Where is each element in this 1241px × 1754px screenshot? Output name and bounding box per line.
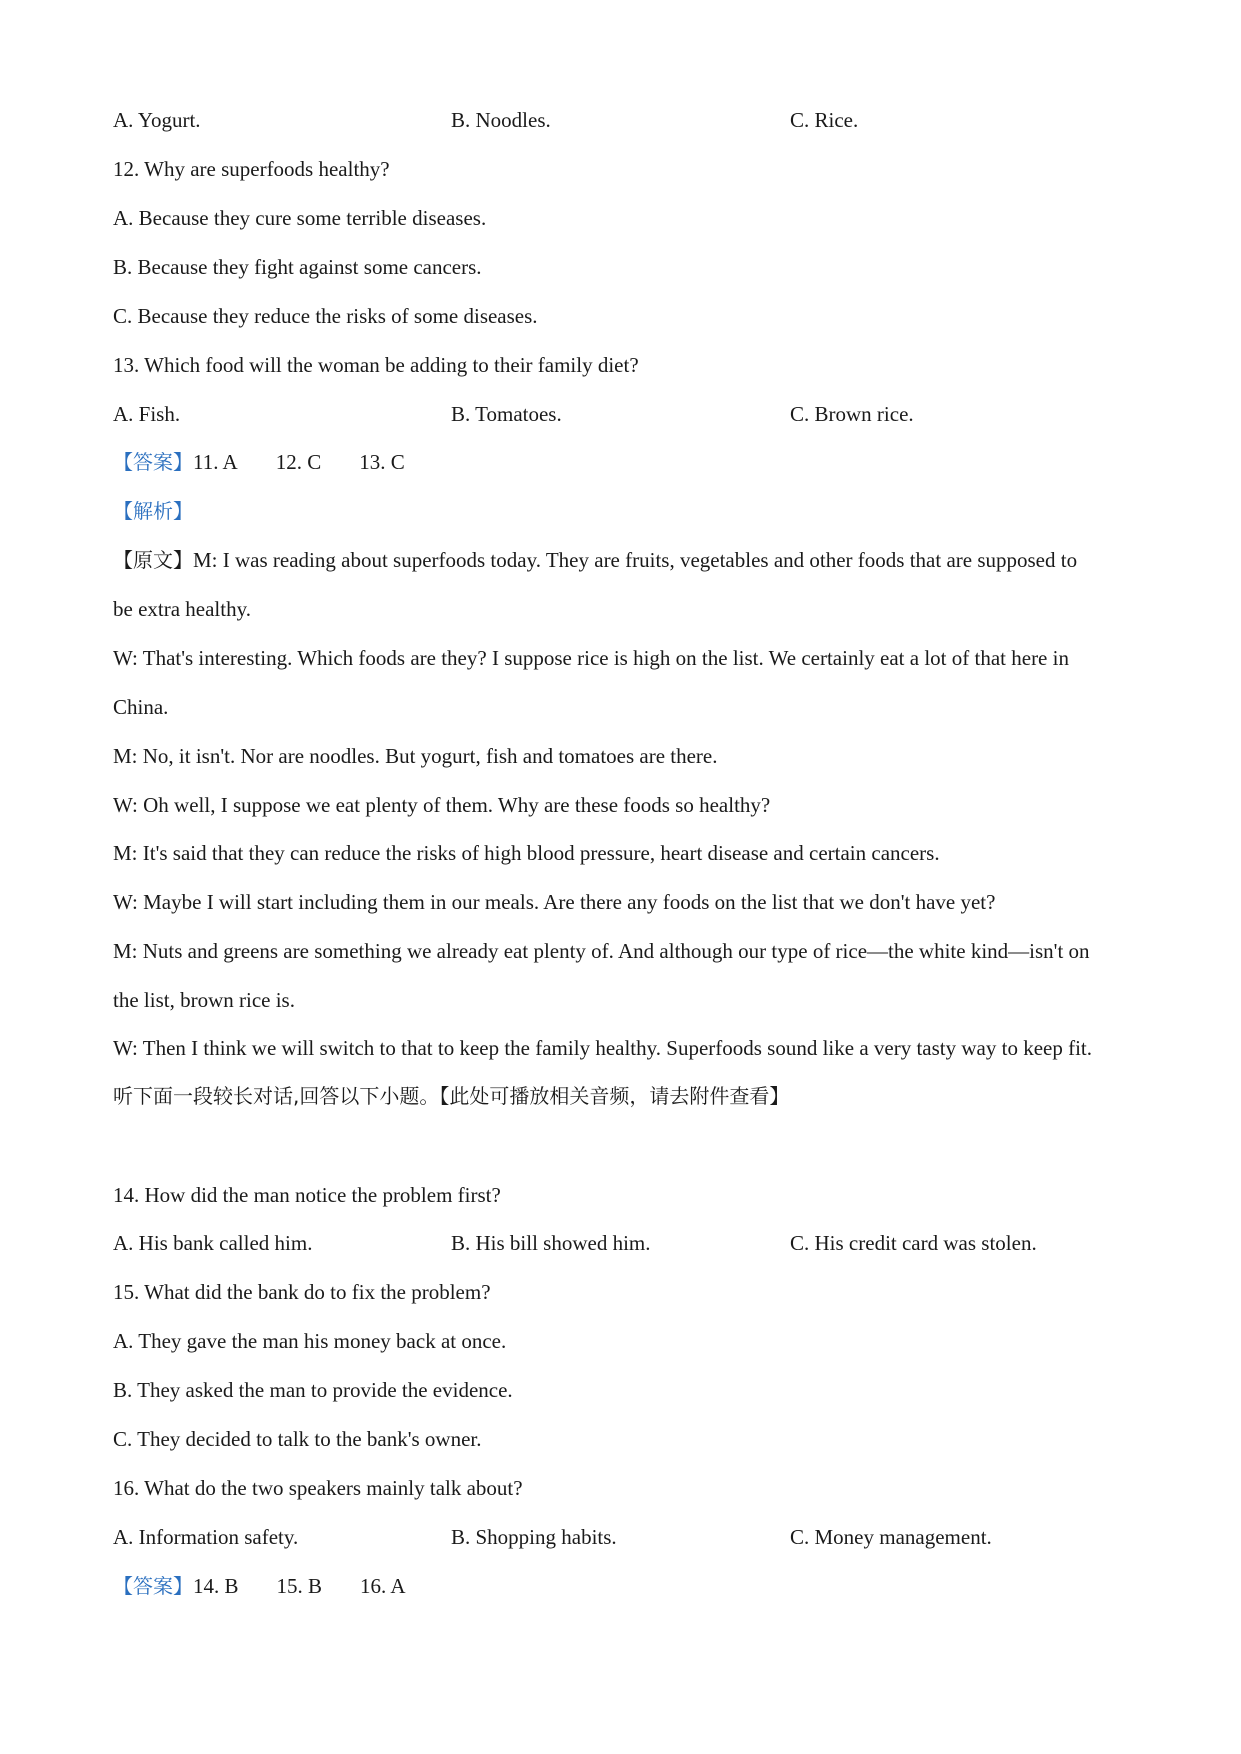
q16-option-b: B. Shopping habits.: [451, 1525, 617, 1549]
answer-item: 13. C: [359, 450, 405, 474]
q11-option-a: A. Yogurt.: [113, 108, 201, 132]
q14-option-c: C. His credit card was stolen.: [790, 1231, 1037, 1255]
q13-option-a: A. Fish.: [113, 402, 181, 426]
q14-option-a: A. His bank called him.: [113, 1231, 313, 1255]
q16-question: 16. What do the two speakers mainly talk about?: [113, 1476, 523, 1500]
answer-item: 15. B: [276, 1574, 323, 1598]
answer-item: 16. A: [360, 1574, 406, 1598]
q13-option-b: B. Tomatoes.: [451, 402, 562, 426]
q14-question: 14. How did the man notice the problem first?: [113, 1183, 501, 1207]
q11-option-b: B. Noodles.: [451, 108, 551, 132]
analysis-tag: 【解析】: [113, 499, 193, 523]
transcript-line: [113, 546, 1077, 574]
transcript-line: M: It's said that they can reduce the risks of high blood pressure, heart disease and certain cancers.: [113, 841, 940, 865]
q15-option-a: A. They gave the man his money back at once.: [113, 1329, 507, 1353]
transcript-text: M: I was reading about superfoods today. They are fruits, vegetables and other foods that are supposed to: [193, 548, 1078, 572]
listening-instruction: 听下面一段较长对话,回答以下小题。【此处可播放相关音频，请去附件查看】: [113, 1084, 790, 1108]
transcript-line: M: Nuts and greens are something we already eat plenty of. And although our type of rice—the white kind—isn't on: [113, 939, 1090, 963]
q16-option-a: A. Information safety.: [113, 1525, 299, 1549]
transcript-line: China.: [113, 695, 169, 719]
q12-option-a: A. Because they cure some terrible diseases.: [113, 206, 487, 230]
answer-row-2: [113, 1572, 444, 1600]
q15-question: 15. What did the bank do to fix the problem?: [113, 1280, 491, 1304]
transcript-line: W: That's interesting. Which foods are they? I suppose rice is high on the list. We certainly eat a lot of that here in: [113, 646, 1069, 670]
answer-row-1: [113, 448, 443, 476]
transcript-line: M: No, it isn't. Nor are noodles. But yogurt, fish and tomatoes are there.: [113, 744, 718, 768]
answer-item: 11. A: [193, 450, 238, 474]
answer-tag: 【答案】: [113, 1574, 193, 1598]
q12-question: 12. Why are superfoods healthy?: [113, 157, 390, 181]
q13-option-c: C. Brown rice.: [790, 402, 914, 426]
q14-option-b: B. His bill showed him.: [451, 1231, 651, 1255]
transcript-line: W: Oh well, I suppose we eat plenty of them. Why are these foods so healthy?: [113, 793, 771, 817]
q13-question: 13. Which food will the woman be adding to their family diet?: [113, 353, 639, 377]
transcript-line: W: Then I think we will switch to that to keep the family healthy. Superfoods sound like a very tasty way to keep fit.: [113, 1036, 1093, 1060]
q16-option-c: C. Money management.: [790, 1525, 992, 1549]
transcript-tag: 【原文】: [113, 548, 193, 572]
q12-option-b: B. Because they fight against some cancers.: [113, 255, 482, 279]
answer-item: 14. B: [193, 1574, 239, 1598]
answer-tag: 【答案】: [113, 450, 193, 474]
q15-option-b: B. They asked the man to provide the evidence.: [113, 1378, 513, 1402]
answer-item: 12. C: [275, 450, 322, 474]
transcript-line: the list, brown rice is.: [113, 988, 295, 1012]
q15-option-c: C. They decided to talk to the bank's owner.: [113, 1427, 482, 1451]
transcript-line: W: Maybe I will start including them in our meals. Are there any foods on the list that we don't have yet?: [113, 890, 996, 914]
transcript-line: be extra healthy.: [113, 597, 251, 621]
q11-option-c: C. Rice.: [790, 108, 859, 132]
q12-option-c: C. Because they reduce the risks of some diseases.: [113, 304, 538, 328]
